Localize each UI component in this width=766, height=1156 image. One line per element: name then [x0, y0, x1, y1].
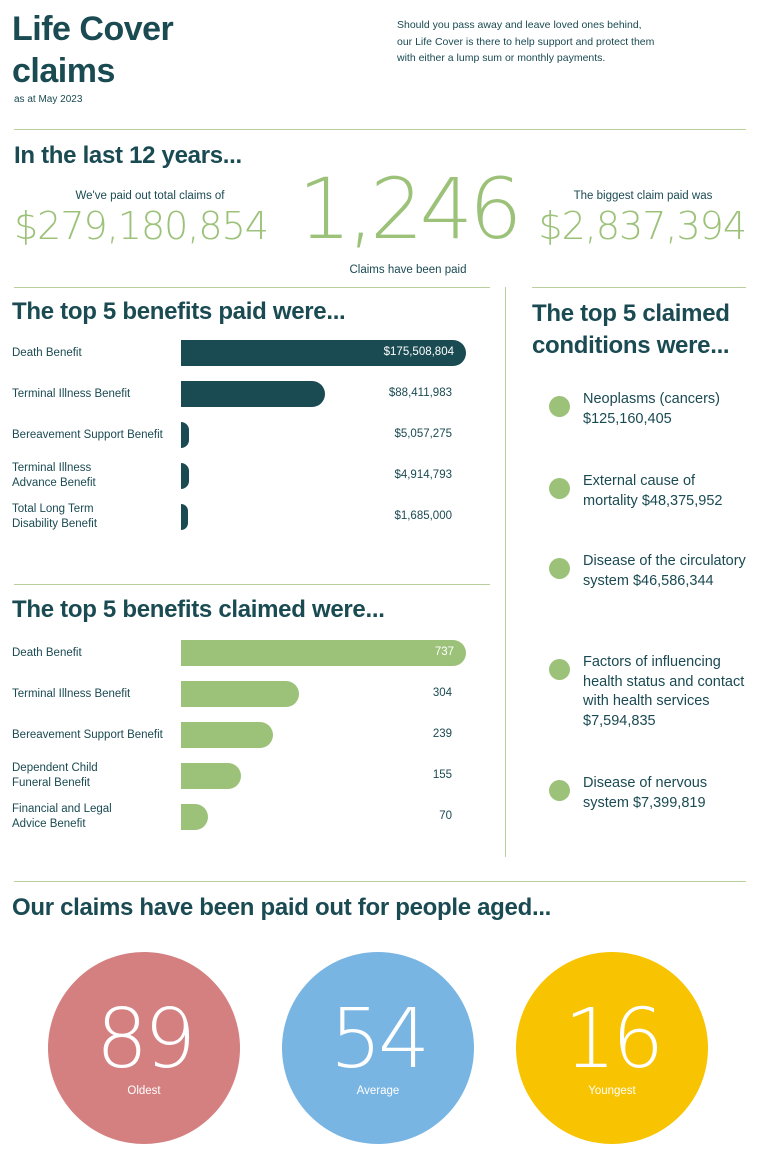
- page-title: [12, 8, 173, 92]
- oldest-circle: [48, 952, 240, 1144]
- bar: [181, 504, 188, 530]
- youngest-label: Youngest: [588, 1085, 636, 1097]
- bar-label: Terminal Illness Advance Benefit: [12, 462, 96, 489]
- summary-heading: In the last 12 years...: [14, 142, 242, 169]
- bar-value-label: 70: [439, 810, 452, 822]
- condition-bullet: [549, 478, 570, 499]
- bar-label: Death Benefit: [12, 346, 82, 359]
- condition-item: Neoplasms (cancers) $125,160,405: [583, 391, 720, 427]
- bar: [181, 463, 189, 489]
- bar-label: Financial and Legal Advice Benefit: [12, 803, 112, 830]
- average-age: 54: [329, 992, 427, 1087]
- condition-bullet: [549, 396, 570, 417]
- ages-heading: Our claims have been paid out for people aged...: [12, 894, 552, 921]
- bar-value-label: $4,914,793: [394, 469, 452, 481]
- bar: [181, 422, 189, 448]
- benefits-claimed-chart: [0, 640, 490, 860]
- condition-bullet: [549, 558, 570, 579]
- condition-item: Factors of influencing health status and contact with health services $7,594,835: [583, 654, 745, 729]
- benefits-paid-heading: The top 5 benefits paid were...: [12, 298, 346, 325]
- biggest-claim-value: $2,837,394: [538, 204, 746, 248]
- divider-left-1: [14, 287, 490, 288]
- bar: [181, 804, 208, 830]
- bar: [181, 381, 325, 407]
- divider-left-2: [14, 584, 490, 585]
- divider-right-1: [532, 287, 746, 288]
- condition-item: Disease of the circulatory system $46,586,344: [583, 553, 746, 589]
- condition-bullet: [549, 780, 570, 801]
- bar-label: Bereavement Support Benefit: [12, 728, 163, 741]
- oldest-age: 89: [95, 992, 193, 1087]
- bar-value-label: $175,508,804: [383, 346, 454, 358]
- title-line-2: claims: [12, 52, 115, 90]
- bar-label: Death Benefit: [12, 646, 82, 659]
- bar-label: Terminal Illness Benefit: [12, 387, 131, 400]
- oldest-label: Oldest: [127, 1085, 161, 1097]
- average-circle: [282, 952, 474, 1144]
- bar: [181, 722, 273, 748]
- title-line-1: Life Cover: [12, 10, 174, 48]
- youngest-circle: [516, 952, 708, 1144]
- benefits-claimed-heading: The top 5 benefits claimed were...: [12, 596, 385, 623]
- condition-item: Disease of nervous system $7,399,819: [583, 775, 708, 811]
- total-claims-value: $279,180,854: [14, 204, 268, 248]
- condition-bullet: [549, 659, 570, 680]
- claims-count-label: Claims have been paid: [349, 264, 467, 276]
- conditions-heading: The top 5 claimed conditions were...: [532, 300, 730, 359]
- youngest-age: 16: [563, 992, 661, 1087]
- condition-item: External cause of mortality $48,375,952: [583, 473, 723, 509]
- bar: [181, 681, 299, 707]
- divider-vertical: [505, 287, 506, 857]
- biggest-claim-label: The biggest claim paid was: [573, 190, 713, 202]
- bar-value-label: $5,057,275: [394, 428, 452, 440]
- as-at-date: as at May 2023: [14, 94, 83, 105]
- bar-label: Dependent Child Funeral Benefit: [12, 762, 98, 789]
- bar-value-label: $1,685,000: [394, 510, 452, 522]
- bar: [181, 763, 241, 789]
- claims-count: 1,246: [298, 160, 519, 258]
- bar-value-label: $88,411,983: [388, 387, 452, 399]
- divider-top: [14, 129, 746, 130]
- bar-value-label: 155: [432, 769, 452, 781]
- bar-value-label: 239: [432, 728, 452, 740]
- bar-label: Bereavement Support Benefit: [12, 428, 163, 441]
- bar-value-label: 737: [434, 646, 454, 658]
- benefits-paid-chart: [0, 340, 490, 560]
- conditions-list: [540, 390, 760, 850]
- total-claims-label: We've paid out total claims of: [75, 190, 225, 202]
- average-label: Average: [356, 1085, 400, 1097]
- bar-value-label: 304: [432, 687, 452, 699]
- bar-label: Total Long Term Disability Benefit: [12, 503, 98, 530]
- bar-label: Terminal Illness Benefit: [12, 687, 131, 700]
- divider-bottom: [14, 881, 746, 882]
- intro-text: Should you pass away and leave loved ones behind, our Life Cover is there to help support and protect them with either a lump sum or monthly payments.: [397, 19, 655, 64]
